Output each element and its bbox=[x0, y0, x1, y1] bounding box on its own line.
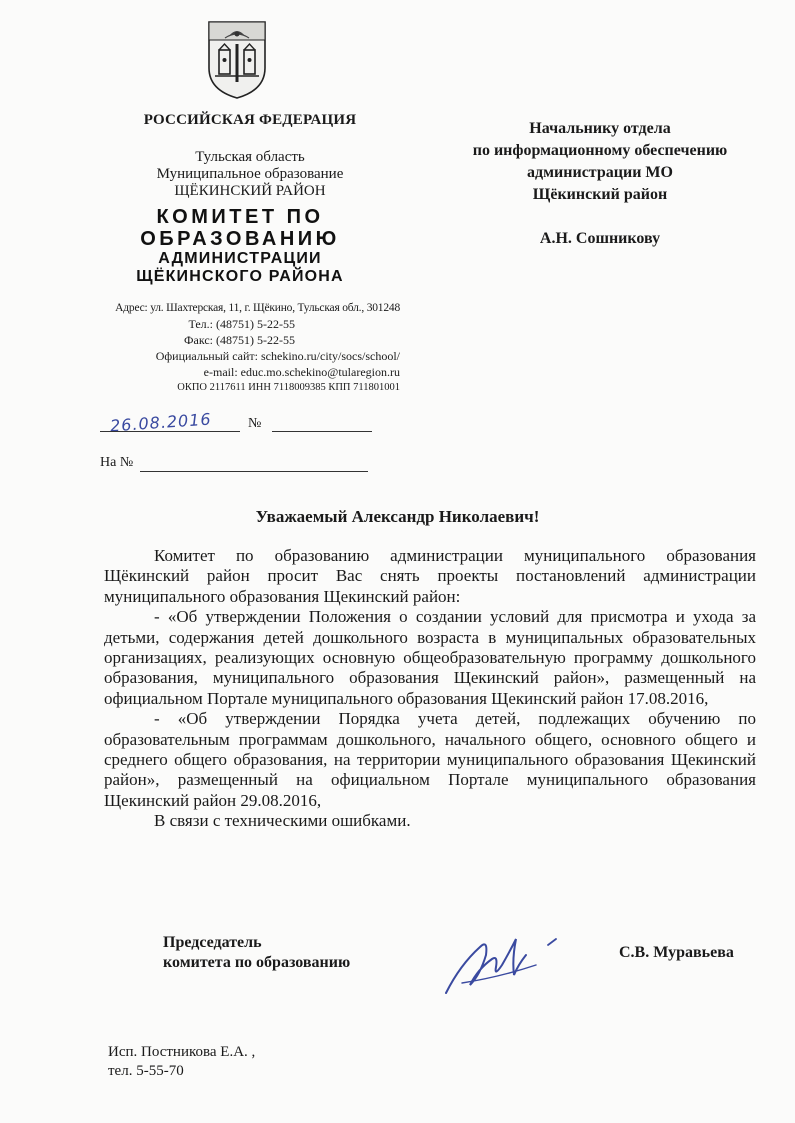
signatory-title-line-2: комитета по образованию bbox=[163, 954, 351, 971]
signatory-title-line-1: Председатель bbox=[163, 934, 262, 951]
committee-title bbox=[100, 206, 380, 286]
region-name: Тульская область bbox=[195, 149, 305, 165]
body-paragraph-1: Комитет по образованию администрации муниципального образования Щёкинский район просит Вас снять проекты постановлений администрации муниципального образования Щекинский район: bbox=[104, 546, 756, 606]
committee-line-1: КОМИТЕТ ПО bbox=[156, 206, 324, 228]
body-item-2: - «Об утверждении Порядка учета детей, подлежащих обучению по образовательным программам дошкольного, начального общего, основного общего и среднего общего образования, на территории муниципального образования Щекинский район», размещенный на официальном Портале муниципального образования Щекинский район 29.08.2016, bbox=[104, 709, 756, 810]
country-name: РОССИЙСКАЯ ФЕДЕРАЦИЯ bbox=[143, 112, 357, 128]
sender-website: Официальный сайт: schekino.ru/city/socs/school/ bbox=[155, 349, 400, 363]
sender-phone: Тел.: (48751) 5-22-55 bbox=[188, 317, 295, 331]
reply-to-underline bbox=[140, 471, 368, 472]
executor-phone: тел. 5-55-70 bbox=[108, 1063, 184, 1079]
number-label: № bbox=[248, 416, 262, 431]
executor-name: Исп. Постникова Е.А. , bbox=[108, 1044, 256, 1060]
date-underline bbox=[100, 431, 240, 432]
signatory-name: С.В. Муравьева bbox=[619, 944, 734, 961]
body-closing: В связи с техническими ошибками. bbox=[154, 811, 411, 831]
addressee-line-3: администрации МО bbox=[527, 164, 673, 181]
sender-email: e-mail: educ.mo.schekino@tularegion.ru bbox=[203, 365, 400, 379]
municipality-label: Муниципальное образование bbox=[156, 166, 344, 182]
executor-info bbox=[108, 1043, 255, 1081]
handwritten-date: 26.08.2016 bbox=[109, 409, 213, 436]
addressee-block bbox=[430, 118, 770, 250]
body-item-1: - «Об утверждении Положения о создании условий для присмотра и ухода за детьми, содержания детей дошкольного возраста в муниципальных образовательных организациях, реализующих основную общеобразовательную программу дошкольного образования, муниципального образования Щекинский район», размещенный на официальном Портале муниципального образования Щекинский район 17.08.2016, bbox=[104, 607, 756, 708]
district-name: ЩЁКИНСКИЙ РАЙОН bbox=[174, 183, 326, 199]
addressee-line-4: Щёкинский район bbox=[532, 186, 668, 203]
signatory-title bbox=[163, 933, 350, 973]
addressee-line-1: Начальнику отдела bbox=[529, 120, 671, 137]
addressee-name: А.Н. Сошникову bbox=[539, 230, 661, 247]
sender-header bbox=[100, 112, 400, 200]
handwritten-signature bbox=[440, 925, 570, 1000]
reply-to-label: На № bbox=[100, 455, 134, 470]
sender-fax: Факс: (48751) 5-22-55 bbox=[184, 333, 295, 347]
salutation: Уважаемый Александр Николаевич! bbox=[255, 507, 540, 526]
letter-body bbox=[104, 546, 756, 832]
sender-contacts bbox=[100, 300, 400, 396]
registration-line bbox=[100, 409, 380, 436]
addressee-line-2: по информационному обеспечению bbox=[472, 142, 728, 159]
committee-line-3: АДМИНИСТРАЦИИ bbox=[158, 250, 322, 267]
committee-line-4: ЩЁКИНСКОГО РАЙОНА bbox=[136, 268, 344, 285]
sender-codes: ОКПО 2117611 ИНН 7118009385 КПП 711801001 bbox=[177, 382, 400, 393]
number-underline bbox=[272, 431, 372, 432]
committee-line-2: ОБРАЗОВАНИЮ bbox=[140, 228, 340, 250]
coat-of-arms-emblem bbox=[205, 18, 269, 100]
sender-address: Адрес: ул. Шахтерская, 11, г. Щёкино, Тульская обл., 301248 bbox=[115, 302, 400, 314]
